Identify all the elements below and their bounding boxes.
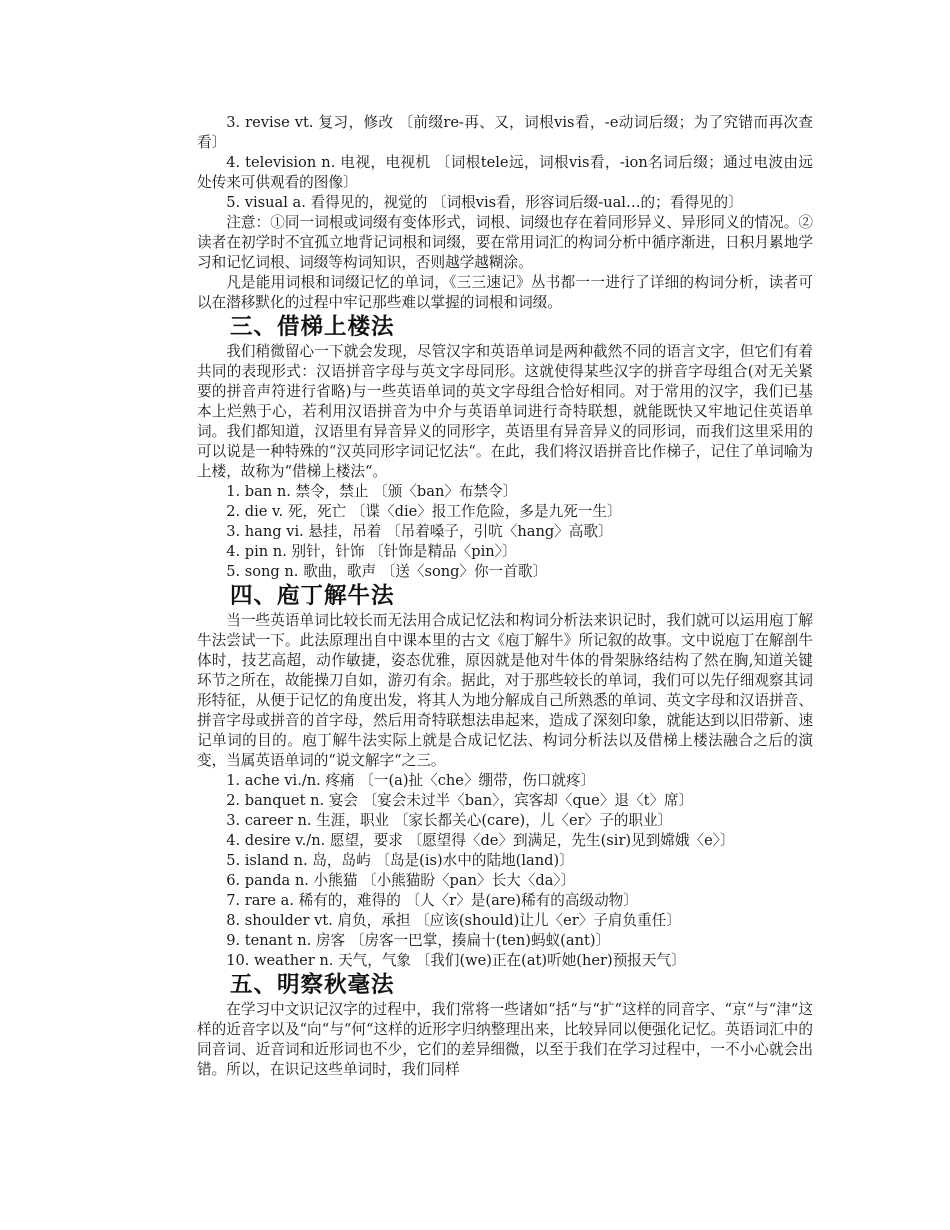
word-entry: 9. tenant n. 房客 〔房客一巴掌，揍扁十(ten)蚂蚁(ant)〕 (226, 932, 611, 949)
word-entry: 6. panda n. 小熊猫 〔小熊猫盼〈pan〉长大〈da〉〕 (226, 872, 576, 889)
note-paragraph: 注意：①同一词根或词缀有变体形式，词根、词缀也存在着同形异义、异形同义的情况。②读者在初学时不宜孤立地背记词根和词缀，要在常用词汇的构词分析中循序渐进，日积月累地学习和记忆词根、词缀等构词知识，否则越学越糊涂。 (197, 214, 813, 271)
word-entry: 7. rare a. 稀有的，难得的 〔人〈r〉是(are)稀有的高级动物〕 (226, 892, 638, 909)
word-entry: 3. revise vt. 复习，修改 〔前缀re-再、又，词根vis看，-e动词后缀；为了究错而再次查看〕 (197, 114, 813, 151)
word-entry: 10. weather n. 天气，气象 〔我们(we)正在(at)听她(her)预报天气〕 (226, 952, 686, 969)
word-entry: 2. die v. 死，死亡 〔谍〈die〉报工作危险，多是九死一生〕 (226, 503, 622, 520)
section-heading: 五、明察秋毫法 (230, 972, 395, 998)
word-entry: 2. banquet n. 宴会 〔宴会未过半〈ban〉，宾客却〈que〉退〈t〉席〕 (226, 792, 694, 809)
word-entry: 5. song n. 歌曲，歌声 〔送〈song〉你一首歌〕 (226, 563, 548, 580)
word-entry: 4. desire v./n. 愿望，要求 〔愿望得〈de〉到满足，先生(sir)见到嫦娥〈e〉〕 (226, 832, 735, 849)
word-entry: 3. career n. 生涯，职业 〔家长都关心(care)，儿〈er〉子的职业〕 (226, 812, 673, 829)
closing-paragraph: 凡是能用词根和词缀记忆的单词，《三三速记》丛书都一一进行了详细的构词分析，读者可以在潜移默化的过程中牢记那些难以掌握的词根和词缀。 (197, 274, 813, 311)
section-heading: 三、借梯上楼法 (230, 314, 395, 340)
word-entry: 5. visual a. 看得见的，视觉的 〔词根vis看，形容词后缀-ual…的；看得见的〕 (226, 194, 743, 211)
document-page (197, 113, 813, 1080)
section-intro: 我们稍微留心一下就会发现，尽管汉字和英语单词是两种截然不同的语言文字，但它们有着共同的表现形式：汉语拼音字母与英文字母同形。这就使得某些汉字的拼音字母组合(对无关紧要的拼音声符进行省略)与一些英语单词的英文字母组合恰好相同。对于常用的汉字，我们已基本上烂熟于心，若利用汉语拼音为中介与英语单词进行奇特联想，就能既快又牢地记住英语单词。我们都知道，汉语里有异音异义的同形字，英语里有异音异义的同形词，而我们这里采用的可以说是一种特殊的“汉英同形字词记忆法“。在此，我们将汉语拼音比作梯子，记住了单词喻为上楼，故称为“借梯上楼法“。 (197, 343, 813, 480)
section-intro: 在学习中文识记汉字的过程中，我们常将一些诸如“括“与“扩“这样的同音字、“京“与“津“这样的近音字以及“向“与“何“这样的近形字归纳整理出来，比较异同以便强化记忆。英语词汇中的同音词、近音词和近形词也不少，它们的差异细微，以至于我们在学习过程中，一不小心就会出错。所以，在识记这些单词时，我们同样 (197, 1001, 813, 1078)
section-heading: 四、庖丁解牛法 (230, 583, 395, 609)
word-entry: 1. ban n. 禁令，禁止 〔颁〈ban〉布禁令〕 (226, 483, 518, 500)
word-entry: 8. shoulder vt. 肩负，承担 〔应该(should)让儿〈er〉子肩负重任〕 (226, 912, 681, 929)
word-entry: 4. pin n. 别针，针饰 〔针饰是精品〈pin〉〕 (226, 543, 517, 560)
word-entry: 1. ache vi./n. 疼痛 〔一(a)扯〈che〉绷带，伤口就疼〕 (226, 772, 596, 789)
section-intro: 当一些英语单词比较长而无法用合成记忆法和构词分析法来识记时，我们就可以运用庖丁解牛法尝试一下。此法原理出自中课本里的古文《庖丁解牛》所记叙的故事。文中说庖丁在解剖牛体时，技艺高超，动作敏捷，姿态优雅，原因就是他对牛体的骨架脉络结构了然在胸,知道关键环节之所在，故能操刀自如，游刃有余。据此，对于那些较长的单词，我们可以先仔细观察其词形特征，从便于记忆的角度出发，将其人为地分解成自己所熟悉的单词、英文字母和汉语拼音、拼音字母或拼音的首字母，然后用奇特联想法串起来，造成了深刻印象，就能达到以旧带新、速记单词的目的。庖丁解牛法实际上就是合成记忆法、构词分析法以及借梯上楼法融合之后的演变，当属英语单词的“说文解字“之三。 (197, 612, 813, 769)
word-entry: 4. television n. 电视，电视机 〔词根tele远，词根vis看，-ion名词后缀；通过电波由远处传来可供观看的图像〕 (197, 154, 813, 191)
word-entry: 5. island n. 岛，岛屿 〔岛是(is)水中的陆地(land)〕 (226, 852, 574, 869)
word-entry: 3. hang vi. 悬挂，吊着 〔吊着嗓子，引吭〈hang〉高歌〕 (226, 523, 613, 540)
